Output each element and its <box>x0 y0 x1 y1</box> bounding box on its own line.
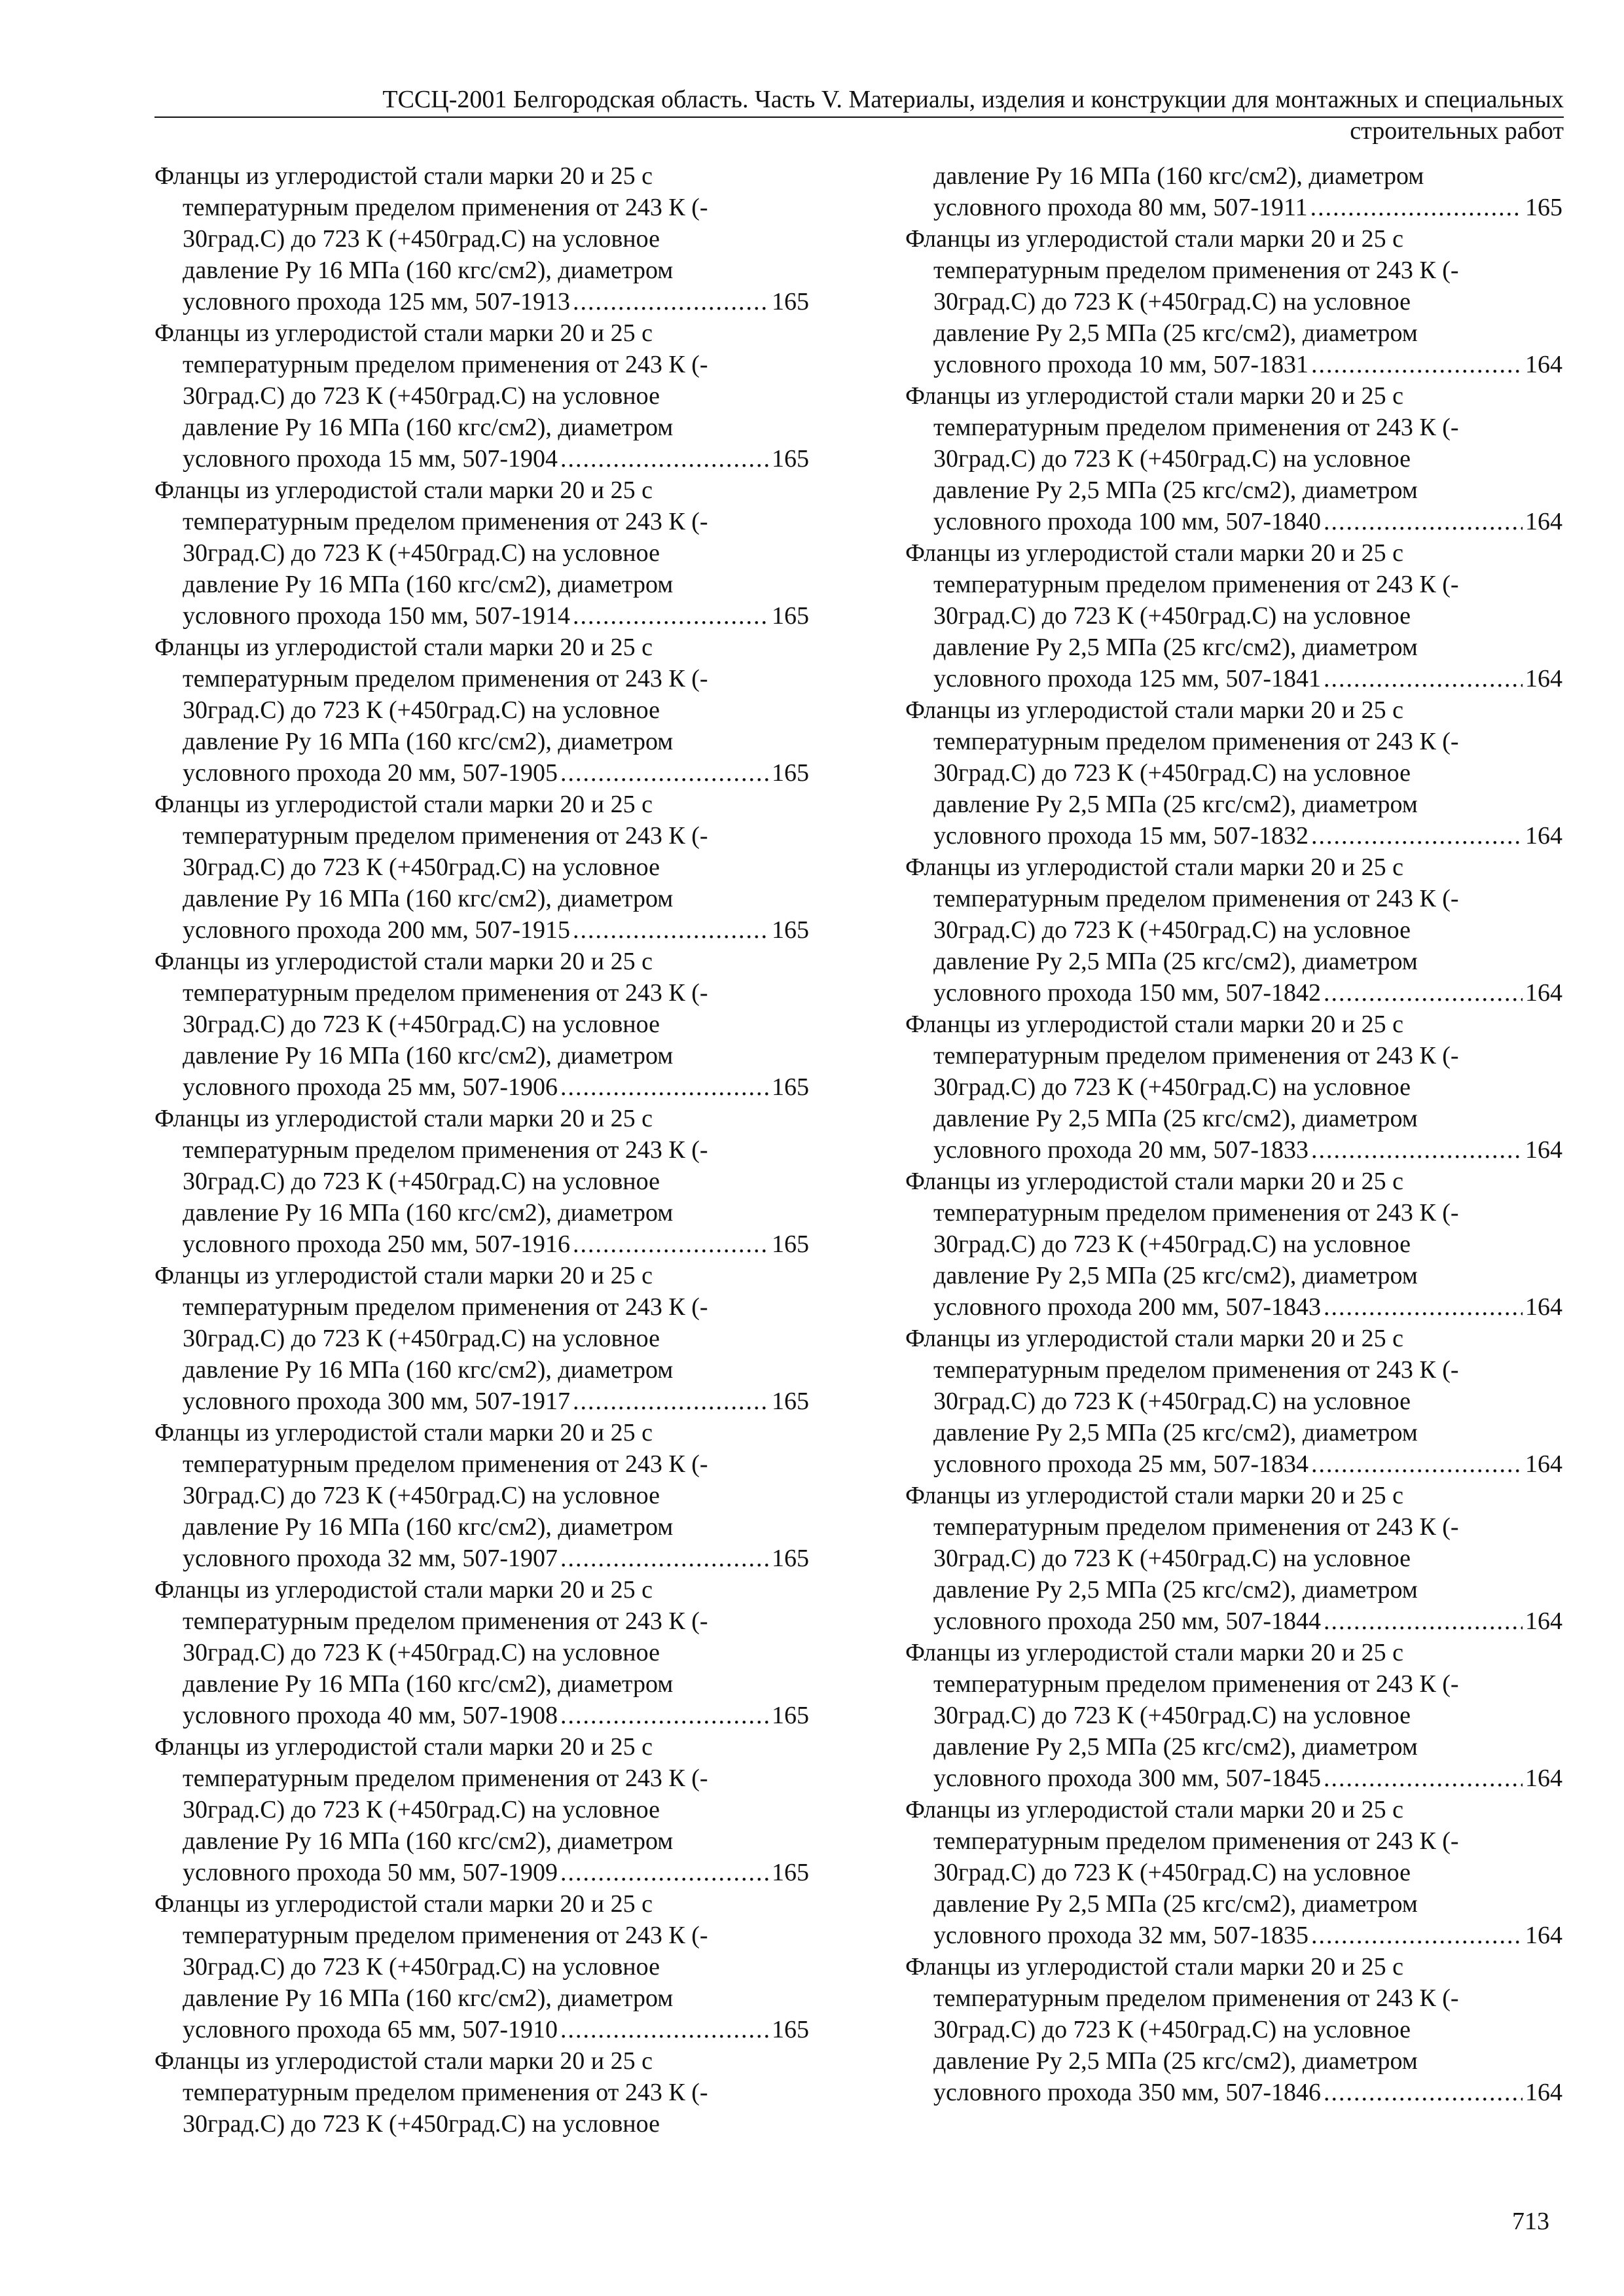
entry-text-line: 30град.С) до 723 К (+450град.С) на условное <box>183 1796 660 1823</box>
entry-page-ref: 165 <box>772 288 809 315</box>
entry-code-text: условного прохода 250 мм, 507-1844 <box>933 1607 1322 1635</box>
index-entry <box>905 380 1562 537</box>
index-column-right <box>905 160 1562 2108</box>
entry-title-line: Фланцы из углеродистой стали марки 20 и 25 с <box>905 696 1403 724</box>
entry-code-text: условного прохода 32 мм, 507-1907 <box>183 1545 558 1572</box>
entry-text-line: давление Ру 16 МПа (160 кгс/см2), диаметром <box>183 1042 674 1069</box>
entry-text-line: температурным пределом применения от 243 К (- <box>183 665 708 692</box>
header-title: ТССЦ-2001 Белгородская область. Часть V. Материалы, изделия и конструкции для монтажных и специальных <box>382 86 1564 113</box>
entry-text-line: давление Ру 16 МПа (160 кгс/см2), диаметром <box>183 1199 674 1227</box>
entry-last-line <box>154 1543 809 1574</box>
entry-title-line: Фланцы из углеродистой стали марки 20 и 25 с <box>154 634 653 661</box>
index-entry <box>905 1323 1562 1480</box>
entry-text-line: температурным пределом применения от 243 К (- <box>183 1136 708 1164</box>
entry-text-line: 30град.С) до 723 К (+450град.С) на условное <box>933 1545 1411 1572</box>
entry-page-ref: 164 <box>1525 1293 1562 1321</box>
entry-page-ref: 165 <box>1525 194 1562 221</box>
dot-leader <box>1324 2077 1523 2108</box>
index-entry <box>154 632 809 789</box>
entry-text-line: температурным пределом применения от 243 К (- <box>183 822 708 850</box>
entry-text-line: температурным пределом применения от 243 К (- <box>933 414 1459 441</box>
entry-page-ref: 164 <box>1525 2079 1562 2106</box>
entry-text-line: давление Ру 16 МПа (160 кгс/см2), диаметром <box>933 162 1424 190</box>
entry-page-ref: 164 <box>1525 508 1562 535</box>
dot-leader <box>560 2014 769 2045</box>
entry-page-ref: 164 <box>1525 665 1562 692</box>
entry-page-ref: 165 <box>772 916 809 944</box>
index-entry <box>154 789 809 946</box>
index-entry <box>154 1417 809 1574</box>
entry-title-line: Фланцы из углеродистой стали марки 20 и 25 с <box>154 791 653 818</box>
entry-text-line: давление Ру 16 МПа (160 кгс/см2), диаметром <box>183 1356 674 1384</box>
index-entry <box>154 946 809 1103</box>
entry-text-line: 30град.С) до 723 К (+450град.С) на условное <box>933 759 1411 787</box>
entry-title-line: Фланцы из углеродистой стали марки 20 и 25 с <box>905 1011 1403 1038</box>
entry-last-line <box>905 1134 1562 1166</box>
entry-page-ref: 164 <box>1525 1922 1562 1949</box>
entry-text-line: температурным пределом применения от 243 К (- <box>183 1765 708 1792</box>
entry-text-line: температурным пределом применения от 243 К (- <box>183 2079 708 2106</box>
dot-leader <box>560 757 769 789</box>
entry-text-line: температурным пределом применения от 243 К (- <box>933 728 1459 755</box>
dot-leader <box>573 1386 769 1417</box>
entry-title-line: Фланцы из углеродистой стали марки 20 и 25 с <box>154 319 653 347</box>
entry-text-line: 30град.С) до 723 К (+450град.С) на условное <box>183 1168 660 1195</box>
entry-last-line <box>154 914 809 946</box>
entry-text-line: 30град.С) до 723 К (+450град.С) на условное <box>183 225 660 253</box>
entry-last-line <box>154 443 809 475</box>
index-entry-continuation <box>905 160 1562 223</box>
entry-title-line: Фланцы из углеродистой стали марки 20 и 25 с <box>905 1953 1403 1981</box>
entry-page-ref: 164 <box>1525 1450 1562 1478</box>
entry-title-line: Фланцы из углеродистой стали марки 20 и 25 с <box>905 1325 1403 1352</box>
index-entry <box>905 1009 1562 1166</box>
entry-text-line: 30град.С) до 723 К (+450град.С) на условное <box>183 539 660 567</box>
index-column-left <box>154 160 809 2140</box>
entry-code-text: условного прохода 20 мм, 507-1833 <box>933 1136 1309 1164</box>
entry-text-line: 30град.С) до 723 К (+450град.С) на условное <box>183 853 660 881</box>
dot-leader <box>573 600 769 632</box>
entry-text-line: 30град.С) до 723 К (+450град.С) на условное <box>933 1859 1411 1886</box>
index-entry <box>905 1794 1562 1951</box>
entry-last-line <box>905 1448 1562 1480</box>
entry-last-line <box>905 820 1562 852</box>
entry-title-line: Фланцы из углеродистой стали марки 20 и 25 с <box>905 1639 1403 1666</box>
index-entry <box>905 223 1562 380</box>
entry-title-line: Фланцы из углеродистой стали марки 20 и 25 с <box>905 539 1403 567</box>
entry-text-line: давление Ру 16 МПа (160 кгс/см2), диаметром <box>183 571 674 598</box>
entry-text-line: температурным пределом применения от 243 К (- <box>183 1450 708 1478</box>
running-header <box>154 84 1564 147</box>
entry-title-line: Фланцы из углеродистой стали марки 20 и 25 с <box>154 1733 653 1761</box>
entry-text-line: 30град.С) до 723 К (+450град.С) на условное <box>933 1702 1411 1729</box>
dot-leader <box>1311 349 1523 380</box>
dot-leader <box>1311 820 1523 852</box>
index-entry <box>905 1480 1562 1637</box>
index-entry <box>154 1888 809 2045</box>
entry-code-text: условного прохода 25 мм, 507-1906 <box>183 1073 558 1101</box>
entry-page-ref: 165 <box>772 602 809 630</box>
entry-last-line <box>905 977 1562 1009</box>
dot-leader <box>560 1071 769 1103</box>
entry-text-line: 30град.С) до 723 К (+450град.С) на условное <box>183 382 660 410</box>
entry-text-line: температурным пределом применения от 243 К (- <box>183 979 708 1007</box>
entry-text-line: 30град.С) до 723 К (+450град.С) на условное <box>183 1482 660 1509</box>
entry-title-line: Фланцы из углеродистой стали марки 20 и 25 с <box>905 1168 1403 1195</box>
entry-page-ref: 165 <box>772 1545 809 1572</box>
entry-title-line: Фланцы из углеродистой стали марки 20 и 25 с <box>154 476 653 504</box>
entry-text-line: 30град.С) до 723 К (+450град.С) на условное <box>933 288 1411 315</box>
entry-code-text: условного прохода 150 мм, 507-1914 <box>183 602 571 630</box>
entry-code-text: условного прохода 15 мм, 507-1904 <box>183 445 558 473</box>
entry-title-line: Фланцы из углеродистой стали марки 20 и 25 с <box>905 853 1403 881</box>
entry-page-ref: 164 <box>1525 1136 1562 1164</box>
entry-text-line: температурным пределом применения от 243 К (- <box>183 1607 708 1635</box>
index-entry <box>905 1951 1562 2108</box>
entry-page-ref: 164 <box>1525 1765 1562 1792</box>
entry-last-line <box>905 506 1562 537</box>
entry-last-line <box>154 1700 809 1731</box>
entry-text-line: температурным пределом применения от 243 К (- <box>183 508 708 535</box>
entry-last-line <box>905 1763 1562 1794</box>
entry-code-text: условного прохода 32 мм, 507-1835 <box>933 1922 1309 1949</box>
entry-title-line: Фланцы из углеродистой стали марки 20 и 25 с <box>154 162 653 190</box>
index-entry <box>905 1637 1562 1794</box>
dot-leader <box>573 286 769 317</box>
index-entry <box>154 1103 809 1260</box>
entry-last-line <box>905 663 1562 694</box>
entry-last-line <box>154 2014 809 2045</box>
dot-leader <box>1324 1605 1523 1637</box>
entry-code-text: условного прохода 150 мм, 507-1842 <box>933 979 1322 1007</box>
dot-leader <box>573 914 769 946</box>
entry-title-line: Фланцы из углеродистой стали марки 20 и 25 с <box>154 1576 653 1604</box>
dot-leader <box>1324 663 1523 694</box>
entry-text-line: температурным пределом применения от 243 К (- <box>933 1670 1459 1698</box>
entry-text-line: давление Ру 16 МПа (160 кгс/см2), диаметром <box>183 1984 674 2012</box>
entry-text-line: давление Ру 16 МПа (160 кгс/см2), диаметром <box>183 1827 674 1855</box>
entry-title-line: Фланцы из углеродистой стали марки 20 и 25 с <box>905 225 1403 253</box>
entry-page-ref: 165 <box>772 1073 809 1101</box>
entry-code-text: условного прохода 300 мм, 507-1845 <box>933 1765 1322 1792</box>
dot-leader <box>1324 1763 1523 1794</box>
dot-leader <box>573 1229 769 1260</box>
entry-text-line: давление Ру 2,5 МПа (25 кгс/см2), диаметром <box>933 1105 1418 1132</box>
entry-code-text: условного прохода 25 мм, 507-1834 <box>933 1450 1309 1478</box>
entry-last-line <box>905 1291 1562 1323</box>
entry-last-line <box>154 600 809 632</box>
entry-text-line: температурным пределом применения от 243 К (- <box>933 1356 1459 1384</box>
entry-last-line <box>905 1920 1562 1951</box>
entry-code-text: условного прохода 20 мм, 507-1905 <box>183 759 558 787</box>
entry-title-line: Фланцы из углеродистой стали марки 20 и 25 с <box>154 1262 653 1289</box>
entry-text-line: давление Ру 16 МПа (160 кгс/см2), диаметром <box>183 1670 674 1698</box>
entry-text-line: температурным пределом применения от 243 К (- <box>933 1199 1459 1227</box>
index-entry <box>905 694 1562 852</box>
entry-title-line: Фланцы из углеродистой стали марки 20 и 25 с <box>905 1482 1403 1509</box>
dot-leader <box>560 443 769 475</box>
entry-text-line: давление Ру 2,5 МПа (25 кгс/см2), диаметром <box>933 319 1418 347</box>
entry-text-line: температурным пределом применения от 243 К (- <box>933 1042 1459 1069</box>
entry-title-line: Фланцы из углеродистой стали марки 20 и 25 с <box>154 1890 653 1918</box>
entry-code-text: условного прохода 40 мм, 507-1908 <box>183 1702 558 1729</box>
entry-title-line: Фланцы из углеродистой стали марки 20 и 25 с <box>905 1796 1403 1823</box>
entry-page-ref: 165 <box>772 1859 809 1886</box>
dot-leader <box>1310 192 1523 223</box>
entry-page-ref: 165 <box>772 2016 809 2043</box>
index-entry <box>154 160 809 317</box>
entry-page-ref: 164 <box>1525 979 1562 1007</box>
entry-text-line: температурным пределом применения от 243 К (- <box>183 351 708 378</box>
entry-title-line: Фланцы из углеродистой стали марки 20 и 25 с <box>154 1419 653 1446</box>
entry-text-line: давление Ру 2,5 МПа (25 кгс/см2), диаметром <box>933 1733 1418 1761</box>
entry-last-line <box>154 1386 809 1417</box>
entry-text-line: давление Ру 16 МПа (160 кгс/см2), диаметром <box>183 257 674 284</box>
dot-leader <box>1311 1920 1523 1951</box>
entry-page-ref: 164 <box>1525 1607 1562 1635</box>
index-entry <box>154 1260 809 1417</box>
dot-leader <box>1311 1134 1523 1166</box>
entry-text-line: температурным пределом применения от 243 К (- <box>933 571 1459 598</box>
entry-text-line: давление Ру 2,5 МПа (25 кгс/см2), диаметром <box>933 1262 1418 1289</box>
dot-leader <box>560 1543 769 1574</box>
entry-page-ref: 165 <box>772 1702 809 1729</box>
entry-page-ref: 165 <box>772 1230 809 1258</box>
entry-last-line <box>905 2077 1562 2108</box>
entry-text-line: давление Ру 16 МПа (160 кгс/см2), диаметром <box>183 1513 674 1541</box>
index-entry <box>154 475 809 632</box>
entry-code-text: условного прохода 350 мм, 507-1846 <box>933 2079 1322 2106</box>
entry-text-line: давление Ру 16 МПа (160 кгс/см2), диаметром <box>183 414 674 441</box>
entry-last-line <box>905 349 1562 380</box>
entry-page-ref: 165 <box>772 1388 809 1415</box>
entry-code-text: условного прохода 200 мм, 507-1843 <box>933 1293 1322 1321</box>
entry-text-line: температурным пределом применения от 243 К (- <box>933 1513 1459 1541</box>
entry-text-line: температурным пределом применения от 243 К (- <box>183 194 708 221</box>
entry-title-line: Фланцы из углеродистой стали марки 20 и 25 с <box>154 2047 653 2075</box>
entry-code-text: условного прохода 200 мм, 507-1915 <box>183 916 571 944</box>
header-title-continuation: строительных работ <box>1350 117 1564 145</box>
header-rule <box>154 117 1564 118</box>
entry-text-line: 30град.С) до 723 К (+450град.С) на условное <box>183 1011 660 1038</box>
entry-code-text: условного прохода 250 мм, 507-1916 <box>183 1230 571 1258</box>
index-entry <box>905 1166 1562 1323</box>
dot-leader <box>560 1857 769 1888</box>
index-entry <box>154 317 809 475</box>
entry-text-line: 30град.С) до 723 К (+450град.С) на условное <box>933 1388 1411 1415</box>
entry-text-line: давление Ру 2,5 МПа (25 кгс/см2), диаметром <box>933 1419 1418 1446</box>
entry-page-ref: 164 <box>1525 822 1562 850</box>
dot-leader <box>560 1700 769 1731</box>
entry-text-line: давление Ру 16 МПа (160 кгс/см2), диаметром <box>183 728 674 755</box>
entry-code-text: условного прохода 100 мм, 507-1840 <box>933 508 1322 535</box>
entry-text-line: температурным пределом применения от 243 К (- <box>933 885 1459 912</box>
entry-text-line: 30град.С) до 723 К (+450град.С) на условное <box>933 1230 1411 1258</box>
entry-text-line: давление Ру 2,5 МПа (25 кгс/см2), диаметром <box>933 2047 1418 2075</box>
entry-last-line <box>154 1071 809 1103</box>
dot-leader <box>1324 1291 1523 1323</box>
entry-text-line: температурным пределом применения от 243 К (- <box>183 1293 708 1321</box>
entry-text-line: 30град.С) до 723 К (+450град.С) на условное <box>183 1639 660 1666</box>
entry-last-line <box>154 286 809 317</box>
entry-text-line: давление Ру 2,5 МПа (25 кгс/см2), диаметром <box>933 634 1418 661</box>
entry-text-line: 30град.С) до 723 К (+450град.С) на условное <box>183 696 660 724</box>
entry-text-line: давление Ру 2,5 МПа (25 кгс/см2), диаметром <box>933 791 1418 818</box>
entry-code-text: условного прохода 80 мм, 507-1911 <box>933 194 1308 221</box>
entry-code-text: условного прохода 125 мм, 507-1913 <box>183 288 571 315</box>
entry-text-line: 30град.С) до 723 К (+450град.С) на условное <box>183 1325 660 1352</box>
index-entry <box>154 1574 809 1731</box>
entry-code-text: условного прохода 10 мм, 507-1831 <box>933 351 1309 378</box>
entry-text-line: давление Ру 16 МПа (160 кгс/см2), диаметром <box>183 885 674 912</box>
entry-last-line <box>154 757 809 789</box>
entry-code-text: условного прохода 15 мм, 507-1832 <box>933 822 1309 850</box>
entry-text-line: температурным пределом применения от 243 К (- <box>183 1922 708 1949</box>
entry-text-line: давление Ру 2,5 МПа (25 кгс/см2), диаметром <box>933 948 1418 975</box>
dot-leader <box>1324 977 1523 1009</box>
entry-page-ref: 165 <box>772 759 809 787</box>
index-entry-continued <box>154 2045 809 2140</box>
dot-leader <box>1311 1448 1523 1480</box>
entry-code-text: условного прохода 65 мм, 507-1910 <box>183 2016 558 2043</box>
page-number: 713 <box>1512 2208 1549 2235</box>
entry-text-line: 30град.С) до 723 К (+450град.С) на условное <box>933 2016 1411 2043</box>
entry-text-line: температурным пределом применения от 243 К (- <box>933 257 1459 284</box>
entry-title-line: Фланцы из углеродистой стали марки 20 и 25 с <box>154 1105 653 1132</box>
index-entry <box>154 1731 809 1888</box>
entry-last-line <box>905 1605 1562 1637</box>
entry-text-line: 30град.С) до 723 К (+450град.С) на условное <box>933 602 1411 630</box>
entry-text-line: 30град.С) до 723 К (+450град.С) на условное <box>933 1073 1411 1101</box>
index-entry <box>905 852 1562 1009</box>
entry-page-ref: 165 <box>772 445 809 473</box>
dot-leader <box>1324 506 1523 537</box>
entry-last-line <box>905 192 1562 223</box>
entry-text-line: давление Ру 2,5 МПа (25 кгс/см2), диаметром <box>933 1890 1418 1918</box>
entry-title-line: Фланцы из углеродистой стали марки 20 и 25 с <box>905 382 1403 410</box>
entry-text-line: давление Ру 2,5 МПа (25 кгс/см2), диаметром <box>933 1576 1418 1604</box>
entry-code-text: условного прохода 125 мм, 507-1841 <box>933 665 1322 692</box>
entry-code-text: условного прохода 50 мм, 507-1909 <box>183 1859 558 1886</box>
entry-text-line: давление Ру 2,5 МПа (25 кгс/см2), диаметром <box>933 476 1418 504</box>
entry-code-text: условного прохода 300 мм, 507-1917 <box>183 1388 571 1415</box>
entry-title-line: Фланцы из углеродистой стали марки 20 и 25 с <box>154 948 653 975</box>
entry-text-line: 30град.С) до 723 К (+450град.С) на условное <box>933 445 1411 473</box>
entry-text-line: 30град.С) до 723 К (+450град.С) на условное <box>183 2110 660 2138</box>
entry-last-line <box>154 1229 809 1260</box>
entry-text-line: температурным пределом применения от 243 К (- <box>933 1827 1459 1855</box>
index-entry <box>905 537 1562 694</box>
entry-text-line: 30град.С) до 723 К (+450град.С) на условное <box>933 916 1411 944</box>
entry-last-line <box>154 1857 809 1888</box>
entry-text-line: 30град.С) до 723 К (+450град.С) на условное <box>183 1953 660 1981</box>
entry-page-ref: 164 <box>1525 351 1562 378</box>
entry-text-line: температурным пределом применения от 243 К (- <box>933 1984 1459 2012</box>
